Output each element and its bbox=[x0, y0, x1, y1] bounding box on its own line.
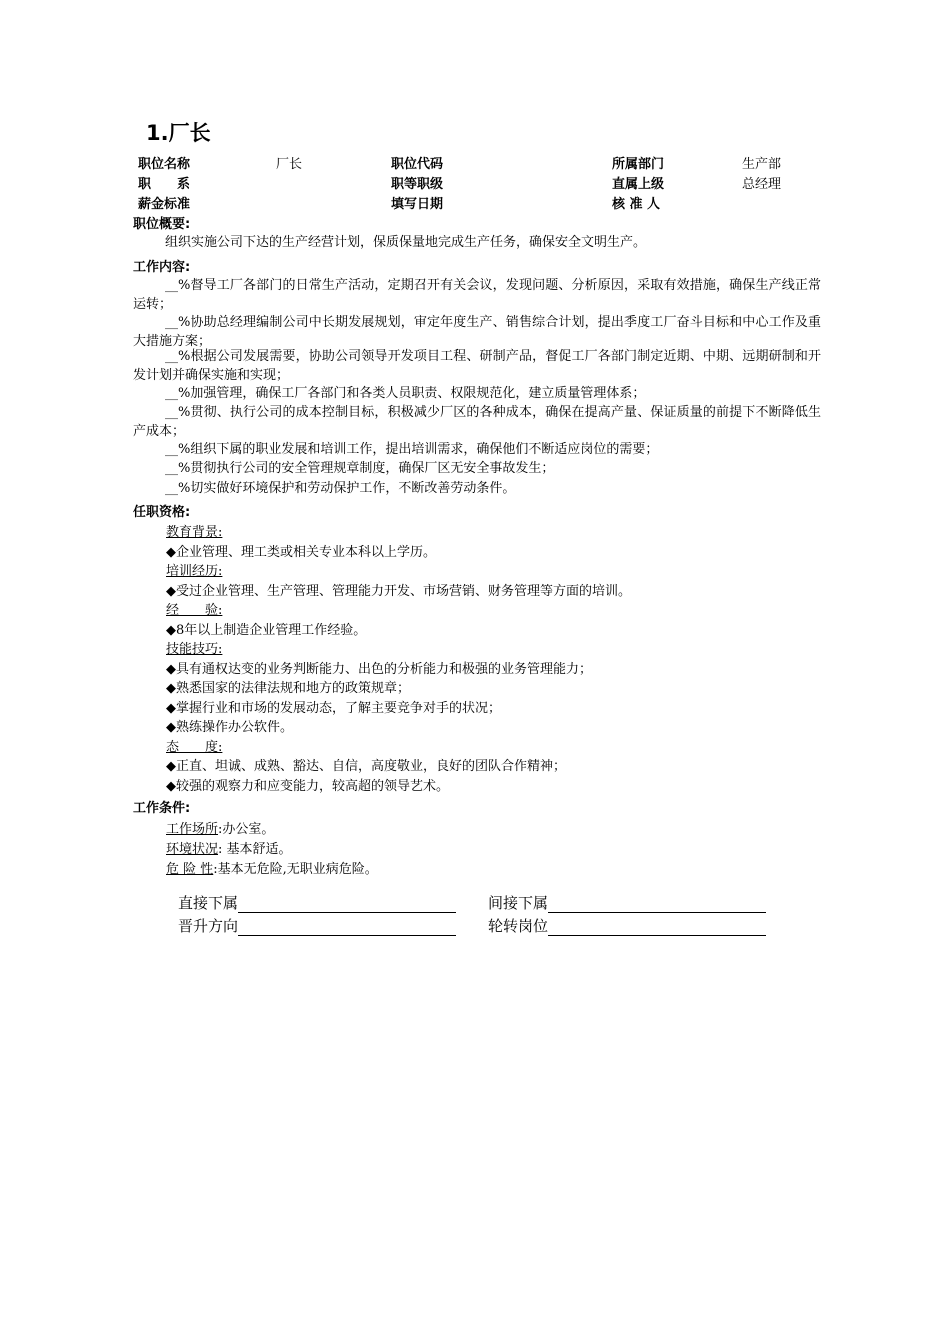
promotion-direction-label: 晋升方向 bbox=[178, 917, 239, 935]
label-fill-date: 填写日期 bbox=[391, 197, 444, 212]
label-position-code: 职位代码 bbox=[391, 157, 444, 172]
risk-value: :基本无危险,无职业病危险。 bbox=[213, 862, 378, 877]
overview-text: 组织实施公司下达的生产经营计划，保质保量地完成生产任务，确保安全文明生产。 bbox=[165, 235, 647, 250]
label-job-family: 职 系 bbox=[138, 177, 191, 192]
section-qualifications-heading: 任职资格: bbox=[133, 505, 191, 520]
risk-label: 危 险 性 bbox=[166, 862, 214, 877]
label-approver: 核 准 人 bbox=[612, 197, 661, 212]
indirect-subordinates-blank[interactable] bbox=[548, 896, 766, 913]
education-text: ◆企业管理、理工类或相关专业本科以上学历。 bbox=[166, 545, 436, 560]
section-overview-heading: 职位概要: bbox=[133, 217, 191, 232]
promotion-direction-blank[interactable] bbox=[238, 919, 456, 936]
place-value: :办公室。 bbox=[218, 822, 275, 837]
direct-subordinates-blank[interactable] bbox=[238, 896, 456, 913]
skill-item: ◆熟悉国家的法律法规和地方的政策规章； bbox=[166, 681, 410, 696]
duty-item: __%加强管理，确保工厂各部门和各类人员职责、权限规范化，建立质量管理体系； bbox=[165, 386, 646, 401]
indirect-subordinates-field bbox=[488, 892, 766, 913]
rotation-position-blank[interactable] bbox=[548, 919, 766, 936]
skill-item: ◆熟练操作办公软件。 bbox=[166, 720, 293, 735]
duty-item: __%组织下属的职业发展和培训工作，提出培训需求，确保他们不断适应岗位的需要； bbox=[165, 442, 659, 457]
experience-text: ◆8年以上制造企业管理工作经验。 bbox=[166, 623, 367, 638]
rotation-position-field bbox=[488, 915, 766, 936]
label-department: 所属部门 bbox=[612, 157, 665, 172]
condition-risk bbox=[166, 858, 378, 877]
duty-item: __%贯彻执行公司的安全管理规章制度，确保厂区无安全事故发生； bbox=[165, 461, 555, 476]
rotation-position-label: 轮转岗位 bbox=[488, 917, 549, 935]
value-position-name: 厂长 bbox=[276, 157, 303, 172]
promotion-direction-field bbox=[178, 915, 456, 936]
training-text: ◆受过企业管理、生产管理、管理能力开发、市场营销、财务管理等方面的培训。 bbox=[166, 584, 631, 599]
experience-label: 经 验: bbox=[166, 603, 223, 618]
attitude-label: 态 度: bbox=[166, 740, 223, 755]
condition-place bbox=[166, 818, 274, 837]
duty-item: __%协助总经理编制公司中长期发展规划，审定年度生产、销售综合计划，提出季度工厂奋斗目标和中心工作及重大措施方案； bbox=[133, 315, 821, 349]
place-label: 工作场所 bbox=[166, 822, 219, 837]
attitude-item: ◆较强的观察力和应变能力，较高超的领导艺术。 bbox=[166, 779, 449, 794]
indirect-subordinates-label: 间接下属 bbox=[488, 894, 549, 912]
training-label: 培训经历: bbox=[166, 564, 223, 579]
value-department: 生产部 bbox=[742, 157, 782, 172]
label-salary: 薪金标准 bbox=[138, 197, 191, 212]
environment-value: : 基本舒适。 bbox=[218, 842, 292, 857]
page-title: 1.厂长 bbox=[146, 121, 211, 145]
duty-item: __%根据公司发展需要，协助公司领导开发项目工程、研制产品，督促工厂各部门制定近期、中期、远期研制和开发计划并确保实施和实现； bbox=[133, 349, 821, 383]
duty-item: __%切实做好环境保护和劳动保护工作，不断改善劳动条件。 bbox=[165, 481, 516, 496]
duty-item: __%贯彻、执行公司的成本控制目标，积极减少厂区的各种成本，确保在提高产量、保证质量的前提下不断降低生产成本； bbox=[133, 405, 821, 439]
direct-subordinates-field bbox=[178, 892, 456, 913]
skills-label: 技能技巧: bbox=[166, 642, 223, 657]
skill-item: ◆具有通权达变的业务判断能力、出色的分析能力和极强的业务管理能力； bbox=[166, 662, 592, 677]
label-position-name: 职位名称 bbox=[138, 157, 191, 172]
label-grade: 职等职级 bbox=[391, 177, 444, 192]
direct-subordinates-label: 直接下属 bbox=[178, 894, 239, 912]
attitude-item: ◆正直、坦诚、成熟、豁达、自信，高度敬业，良好的团队合作精神； bbox=[166, 759, 566, 774]
section-duties-heading: 工作内容: bbox=[133, 260, 191, 275]
value-supervisor: 总经理 bbox=[742, 177, 782, 192]
condition-environment bbox=[166, 838, 292, 857]
section-conditions-heading: 工作条件: bbox=[133, 801, 191, 816]
skill-item: ◆掌握行业和市场的发展动态，了解主要竞争对手的状况； bbox=[166, 701, 501, 716]
environment-label: 环境状况 bbox=[166, 842, 219, 857]
education-label: 教育背景: bbox=[166, 525, 223, 540]
label-supervisor: 直属上级 bbox=[612, 177, 665, 192]
duty-item: __%督导工厂各部门的日常生产活动，定期召开有关会议，发现问题、分析原因，采取有效措施，确保生产线正常运转； bbox=[133, 278, 821, 312]
